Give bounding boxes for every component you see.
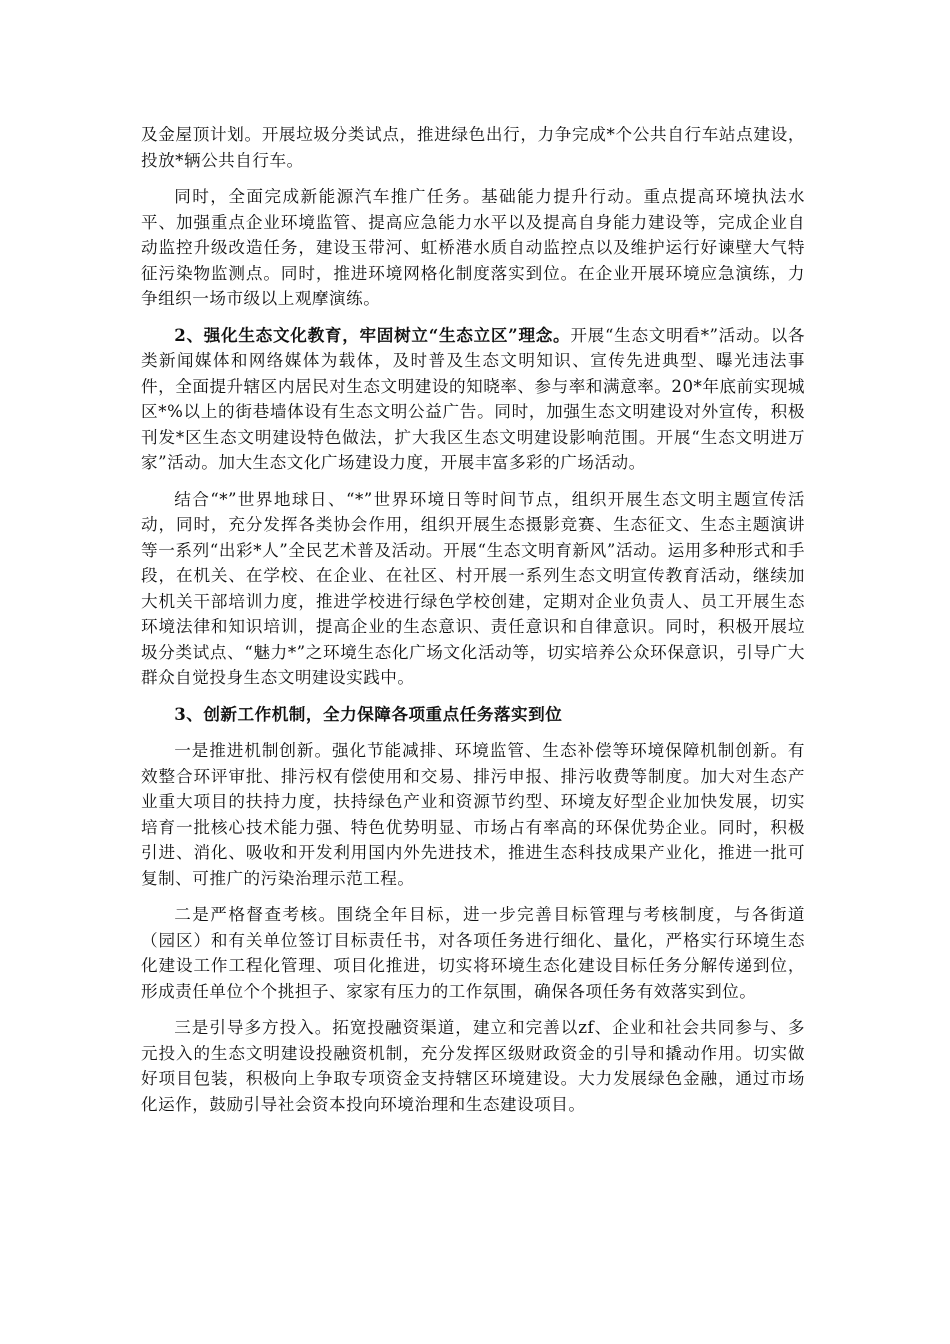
paragraph-mechanism-innovation: 一是推进机制创新。强化节能减排、环境监管、生态补偿等环境保障机制创新。有效整合环评审批、排污权有偿使用和交易、排污申报、排污收费等制度。加大对生态产业重大项目的扶持力度，扶持绿色产业和资源节约型、环境友好型企业加快发展，切实培育一批核心技术能力强、特色优势明显、市场占有率高的环保优势企业。同时，积极引进、消化、吸收和开发利用国内外先进技术，推进生态科技成果产业化，推进一批可复制、可推广的污染治理示范工程。 xyxy=(141,741,805,888)
section-3-heading: 3、创新工作机制，全力保障各项重点任务落实到位 xyxy=(174,703,563,724)
paragraph-capacity-building: 同时，全面完成新能源汽车推广任务。基础能力提升行动。重点提高环境执法水平、加强重点企业环境监管、提高应急能力水平以及提高自身能力建设等，完成企业自动监控升级改造任务，建设玉带河、虹桥港水质自动监控点以及维护运行好谏壁大气特征污染物监测点。同时，推进环境网格化制度落实到位。在企业开展环境应急演练，力争组织一场市级以上观摩演练。 xyxy=(141,187,805,308)
paragraph-diversified-investment: 三是引导多方投入。拓宽投融资渠道，建立和完善以zf、企业和社会共同参与、多元投入的生态文明建设投融资机制，充分发挥区级财政资金的引导和撬动作用。切实做好项目包装，积极向上争取专项资金支持辖区环境建设。大力发展绿色金融，通过市场化运作，鼓励引导社会资本投向环境治理和生态建设项目。 xyxy=(141,1018,805,1114)
section-2-lead: 2、强化生态文化教育，牢固树立“生态立区”理念。 xyxy=(174,324,571,345)
section-2-body: 开展“生态文明看*”活动。以各类新闻媒体和网络媒体为载体，及时普及生态文明知识、宣传先进典型、曝光违法事件，全面提升辖区内居民对生态文明建设的知晓率、参与率和满意率。20*年底前实现城区*%以上的街巷墙体设有生态文明公益广告。同时，加强生态文明建设对外宣传，积极刊发*区生态文明建设特色做法，扩大我区生态文明建设影响范围。开展“生态文明进万家”活动。加大生态文化广场建设力度，开展丰富多彩的广场活动。 xyxy=(141,325,805,472)
paragraph-publicity-activities: 结合“*”世界地球日、“*”世界环境日等时间节点，组织开展生态文明主题宣传活动，同时，充分发挥各类协会作用，组织开展生态摄影竞赛、生态征文、生态主题演讲等一系列“出彩*人”全民艺术普及活动。开展“生态文明育新风”活动。运用多种形式和手段，在机关、在学校、在企业、在社区、村开展一系列生态文明宣传教育活动，继续加大机关干部培训力度，推进学校进行绿色学校创建，定期对企业负责人、员工开展生态环境法律和知识培训，提高企业的生态意识、责任意识和自律意识。同时，积极开展垃圾分类试点、“魅力*”之环境生态化广场文化活动等，切实培养公众环保意识，引导广大群众自觉投身生态文明建设实践中。 xyxy=(141,489,805,687)
paragraph-continuation: 及金屋顶计划。开展垃圾分类试点，推进绿色出行，力争完成*个公共自行车站点建设，投放*辆公共自行车。 xyxy=(141,125,805,170)
paragraph-ecological-culture xyxy=(141,323,805,476)
document-body xyxy=(141,122,805,1128)
paragraph-supervision-assessment: 二是严格督查考核。围绕全年目标，进一步完善目标管理与考核制度，与各街道（园区）和有关单位签订目标责任书，对各项任务进行细化、量化，严格实行环境生态化建设工作工程化管理、项目化推进，切实将环境生态化建设目标任务分解传递到位，形成责任单位个个挑担子、家家有压力的工作氛围，确保各项任务有效落实到位。 xyxy=(141,905,805,1001)
